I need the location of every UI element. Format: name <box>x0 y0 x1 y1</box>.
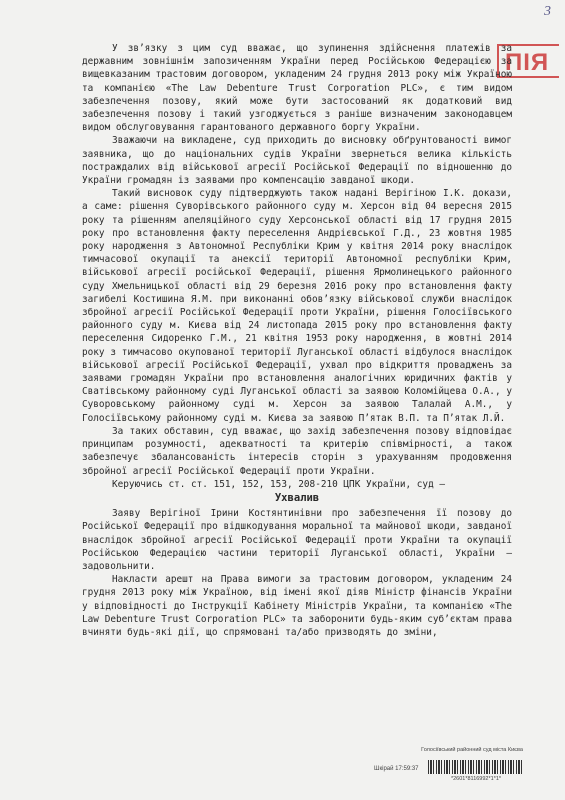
paragraph: Керуючись ст. ст. 151, 152, 153, 208-210 ЦПК України, суд – <box>112 478 446 490</box>
resolution-heading: Ухвалив <box>274 491 320 504</box>
paragraph: Накласти арешт на Права вимоги за трастовим договором, укладеним 24 грудня 2013 року між Україною, від імені якої діяв Міністр фінансів України у відповідності до Інструкції Кабінету Міністрів України, та компанією «The Law Debenture Trust Corporation PLC» та заборонити будь-яким суб’єктам права вчиняти будь-які дії, що спрямовані та/або призводять до зміни, <box>82 574 512 638</box>
barcode-number: *2601*8116992*1*1* <box>450 776 502 782</box>
paragraph: Заяву Верігіної Ірини Костянтинівни про забезпечення її позову до Російської Федерації про відшкодування моральної та майнової шкоди, завданої внаслідок збройної агресії Російської Федерації проти України та окупації Російською Федерацією частини території Луганської області, України – задовольнити. <box>82 508 512 572</box>
document-body <box>82 42 512 639</box>
paragraph: Зважаючи на викладене, суд приходить до висновку обґрунтованості вимог заявника, що до національних судів України звернеться велика кількість постраждалих від військової агресії Російської Федерації по відношенню до України громадян із заявами про компенсацію завданої шкоди. <box>82 135 512 187</box>
paragraph: У зв’язку з цим суд вважає, що зупинення здійснення платежів за державним зовнішнім запозиченням України перед Російською Федерацією за вищевказаним трастовим договором, укладеним 24 грудня 2013 року між Україною та компанією «The Law Debenture Trust Corporation PLC», є тим видом забезпечення позову, який може бути застосований як додатковий вид забезпечення позову і такий узгоджується з раніше визначеним законодавцем видом обслуговування гарантованого державного боргу України. <box>82 43 512 134</box>
paragraph: Такий висновок суду підтверджують також надані Верігіною І.К. докази, а саме: рішення Суворівського районного суду м. Херсон від 04 вересня 2015 року та рішенням апеляційного суду Херсонської області від 17 грудня 2015 року про встановлення факту переселення Андрієвської Г.Д., 23 жовтня 1985 року народження з Автономної Республіки Крим у квітня 2014 року внаслідок тимчасової окупації та анексії території Автономної республіки Крим, військової агресії російської Федерації, рішення Ярмолинецького районного суду Хмельницької області від 29 березня 2016 року про встановлення факту загибелі Костишина Я.М. при виконанні обов’язку військової служби внаслідок збройної агресії Російської Федерації проти України, рішення Голосіївського районного суду м. Києва від 24 листопада 2015 року про встановлення факту переселення Сидоренко Г.М., 21 квітня 1953 року народження, в жовтні 2014 року з тимчасово окупованої території Луганської області відбулося внаслідок військової агресії Російської Федерації, ухвал про відкриття провадженъ за заявами громадян України про встановлення аналогічних юридичних фактів у Сватівському районному суді Луганської області за заявою Коломійцева О.А., у Суворовському районному суді м. Херсон за заявою Талалай А.М., у Голосіївському районному суді м. Києва за заявою П’ятак В.П. та П’ятак Л.Й. <box>82 188 512 424</box>
copy-stamp: ПІЯ <box>497 44 559 78</box>
barcode-icon <box>428 760 524 774</box>
paragraph: За таких обставин, суд вважає, що захід забезпечення позову відповідає принципам розумності, адекватності та критерію співмірності, а також забезпечує збалансованість інтересів сторін з урахуванням продовження збройної агресії Російської Федерації проти України. <box>82 425 512 477</box>
court-name: Голосіївський районний суд міста Києва <box>421 747 523 753</box>
signature-line: Шкірай 17:59:37 <box>374 766 419 772</box>
page-number: 3 <box>544 4 551 19</box>
